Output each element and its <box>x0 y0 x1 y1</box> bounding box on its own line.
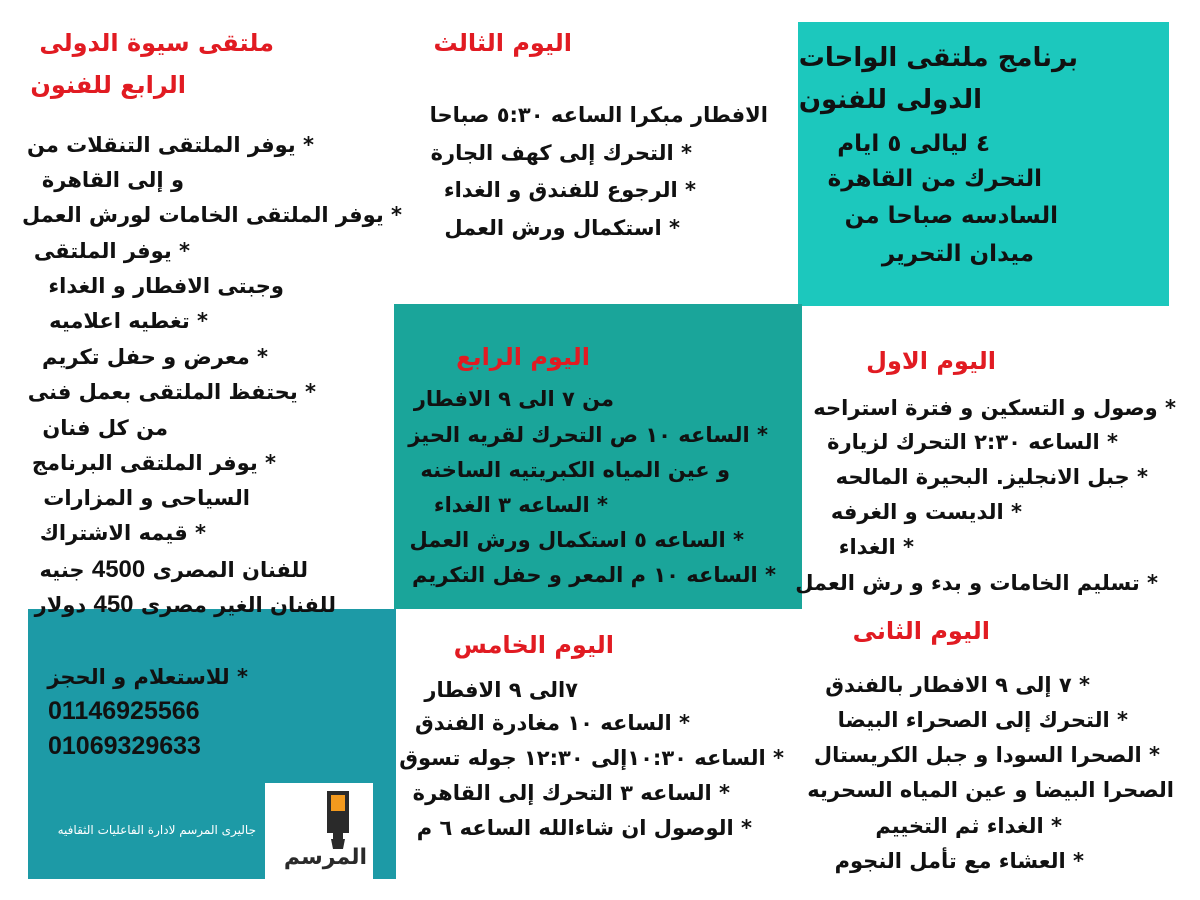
price-egyptian-unit: جنيه <box>39 558 85 582</box>
day5-line: * الساعه ٣ التحرك إلى القاهرة <box>412 781 730 805</box>
forum-line: السياحى و المزارات <box>43 486 250 510</box>
day1-line: * تسليم الخامات و بدء و رش العمل <box>795 571 1158 595</box>
forum-line: من كل فنان <box>42 416 168 440</box>
day4-line: * الساعه ١٠ ص التحرك لقريه الحيز <box>408 423 768 447</box>
forum-title-line2: الرابع للفنون <box>30 71 186 99</box>
day4-line: و عين المياه الكبريتيه الساخنه <box>420 458 730 482</box>
day4-line: من ٧ الى ٩ الافطار <box>413 387 614 411</box>
day2-line: * ٧ إلى ٩ الافطار بالفندق <box>825 673 1090 697</box>
day5-line: * الوصول ان شاءالله الساعه ٦ م <box>416 816 752 840</box>
forum-title-line1: ملتقى سيوة الدولى <box>39 29 274 57</box>
day1-title: اليوم الاول <box>866 347 996 375</box>
day4-line: * الساعه ٥ استكمال ورش العمل <box>409 528 744 552</box>
day1-line: * وصول و التسكين و فترة استراحه <box>813 396 1176 420</box>
forum-line: * قيمه الاشتراك <box>39 521 206 545</box>
day5-line: ٧الى ٩ الافطار <box>424 678 578 702</box>
gallery-logo <box>265 783 373 879</box>
day2-title: اليوم الثانى <box>852 617 990 645</box>
phone-1[interactable]: 01146925566 <box>48 697 200 725</box>
day1-line: * الغداء <box>838 535 914 559</box>
program-line: ميدان التحرير <box>881 241 1034 267</box>
day3-title: اليوم الثالث <box>433 29 572 57</box>
day5-title: اليوم الخامس <box>453 631 614 659</box>
price-egyptian-text: للفنان المصرى <box>152 558 308 582</box>
day1-line: * الديست و الغرفه <box>830 500 1022 524</box>
forum-line: * يحتفظ الملتقى بعمل فنى <box>27 380 316 404</box>
forum-line: * يوفر الملتقى البرنامج <box>31 451 276 475</box>
gallery-caption: جاليرى المرسم لادارة الفاعليات الثقافيه <box>57 823 256 837</box>
day3-line: * استكمال ورش العمل <box>444 216 680 240</box>
day3-line: الافطار مبكرا الساعه ٥:٣٠ صباحا <box>429 103 768 127</box>
day1-line: * الساعه ٢:٣٠ التحرك لزيارة <box>827 430 1118 454</box>
day3-line: * الرجوع للفندق و الغداء <box>443 178 696 202</box>
program-line: السادسه صباحا من <box>844 203 1058 229</box>
forum-line: * يوفر الملتقى <box>33 239 190 263</box>
day2-line: * التحرك إلى الصحراء البيضا <box>837 708 1128 732</box>
day2-line: * الغداء ثم التخييم <box>875 814 1062 838</box>
day2-line: الصحرا البيضا و عين المياه السحريه <box>807 778 1174 802</box>
price-egyptian-value: 4500 <box>91 556 146 583</box>
forum-line: * تغطيه اعلاميه <box>49 309 208 333</box>
program-title-line1: برنامج ملتقى الواحات <box>798 43 1078 73</box>
day4-line: * الساعه ٣ الغداء <box>433 493 608 517</box>
logo-text: المرسم <box>283 845 367 870</box>
forum-line: وجبتى الافطار و الغداء <box>48 274 284 298</box>
contact-label: * للاستعلام و الحجز <box>47 665 248 689</box>
program-title-line2: الدولى للفنون <box>798 85 982 115</box>
day2-line: * العشاء مع تأمل النجوم <box>834 849 1084 873</box>
day2-line: * الصحرا السودا و جبل الكريستال <box>813 743 1160 767</box>
forum-line: * يوفر الملتقى الخامات لورش العمل <box>21 203 402 227</box>
forum-line: و إلى القاهرة <box>41 168 184 192</box>
forum-line: * يوفر الملتقى التنقلات من <box>26 133 314 157</box>
price-foreign-text: للفنان الغير مصرى <box>140 593 336 617</box>
day4-title: اليوم الرابع <box>456 343 590 371</box>
day1-line: * جبل الانجليز. البحيرة المالحه <box>835 465 1148 489</box>
program-line: التحرك من القاهرة <box>827 166 1042 192</box>
price-foreign <box>35 590 336 620</box>
price-foreign-value: 450 <box>93 591 134 618</box>
phone-2[interactable]: 01069329633 <box>48 732 201 760</box>
day5-line: * الساعه ١٠:٣٠إلى ١٢:٣٠ جوله تسوق <box>399 746 784 770</box>
day5-line: * الساعه ١٠ مغادرة الفندق <box>415 711 690 735</box>
day3-line: * التحرك إلى كهف الجارة <box>430 141 692 165</box>
price-foreign-unit: دولار <box>34 593 87 617</box>
program-line: ٤ ليالى ٥ ايام <box>837 131 990 157</box>
day4-line: * الساعه ١٠ م المعر و حفل التكريم <box>411 563 776 587</box>
forum-line: * معرض و حفل تكريم <box>42 345 268 369</box>
price-egyptian <box>40 555 308 585</box>
